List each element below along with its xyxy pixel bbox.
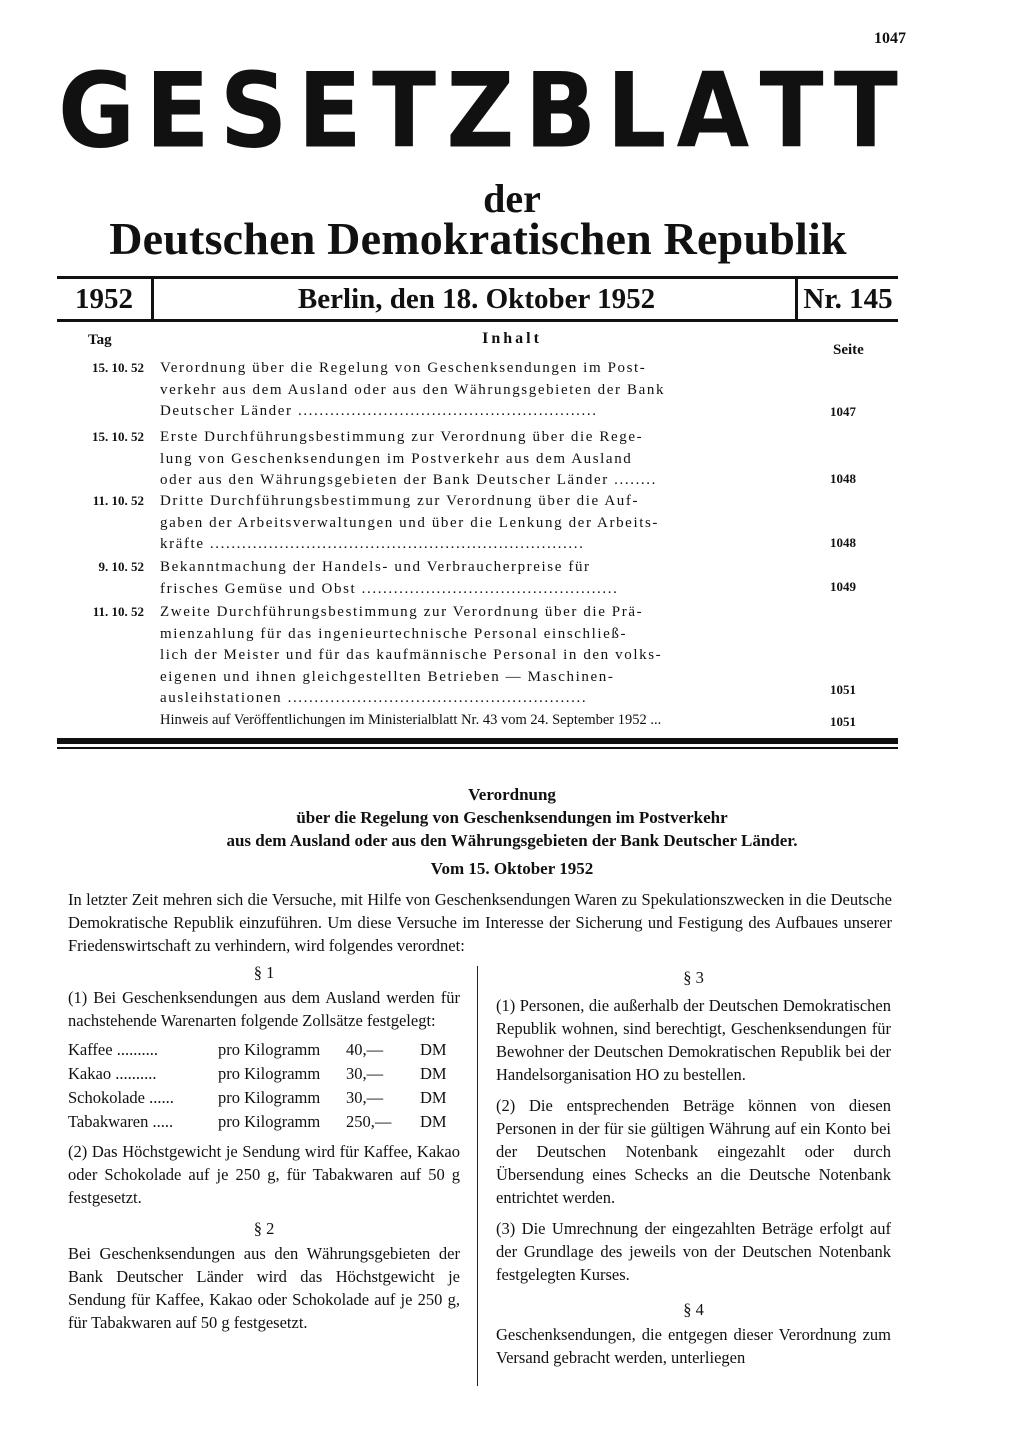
entry-line: verkehr aus dem Ausland oder aus den Währungsgebieten der Bank [160,381,666,398]
issue-number: Nr. 145 [803,283,893,315]
masthead-letter: G [58,52,136,172]
issue-year: 1952 [57,279,154,319]
entry-date: 15. 10. 52 [92,429,144,444]
contents-col-date: Tag [88,332,112,348]
tariff-row [68,1110,460,1134]
entry-line: gaben der Arbeitsverwaltungen und über die Lenkung der Arbeits- [160,514,660,531]
entry-line: frisches Gemüse und Obst ................................................ [160,580,619,597]
entry-line: kräfte ...................................................................... [160,536,585,552]
entry-line: mienzahlung für das ingenieurtechnische Personal einschließ- [160,625,628,642]
entry-title [160,557,792,600]
entry-line: ausleihstationen ........................................................ [160,690,588,706]
entry-line: lung von Geschenksendungen im Postverkehr aus dem Ausland [160,450,633,467]
tariff-item: Tabakwaren ..... [68,1112,174,1131]
entry-line: oder aus den Währungsgebieten der Bank Deutscher Länder ........ [160,472,657,488]
tariff-unit: pro Kilogramm [218,1112,321,1131]
page-number: 1047 [874,30,906,47]
tariff-currency: DM [420,1040,447,1059]
section-1-para-1: (1) Bei Geschenksendungen aus dem Ausland werden für nachstehende Warenarten folgende Zollsätze festgelegt: [68,988,460,1030]
masthead-subtitle: Deutschen Demokratischen Republik [109,213,847,264]
section-3-para-3: (3) Die Umrechnung der eingezahlten Beträge erfolgt auf der Grundlage des jeweils von der Deutschen Notenbank festgelegten Kurses. [496,1219,891,1284]
entry-line: Erste Durchführungsbestimmung zur Verordnung über die Rege- [160,429,644,445]
entry-line: lich der Meister und für das kaufmännische Personal in den volks- [160,647,663,663]
tariff-row [68,1086,460,1110]
tariff-value: 250,— [346,1112,392,1131]
tariff-row [68,1038,460,1062]
tariff-currency: DM [420,1112,447,1131]
masthead-letter: B [524,52,597,172]
entry-date: 11. 10. 52 [92,604,144,619]
section-1-para-2: (2) Das Höchstgewicht je Sendung wird für Kaffee, Kakao oder Schokolade auf je 250 g, für Tabakwaren auf 50 g festgesetzt. [68,1142,460,1207]
entry-line: Zweite Durchführungsbestimmung zur Verordnung über die Prä- [160,604,644,620]
entry-title [160,358,792,423]
tariff-table [68,1038,460,1134]
masthead-title [58,52,898,173]
entry-page: 1051 [830,682,856,697]
entry-date: 11. 10. 52 [92,493,144,508]
masthead-letter: S [219,52,288,172]
contents-title: Inhalt [482,330,542,347]
masthead-letter: T [759,52,824,172]
tariff-currency: DM [420,1088,447,1107]
section-divider [57,738,898,744]
tariff-unit: pro Kilogramm [218,1064,321,1083]
entry-line: Verordnung über die Regelung von Geschenksendungen im Post- [160,360,647,376]
decree-subtitle-line2: aus dem Ausland oder aus den Währungsgebieten der Bank Deutscher Länder. [226,831,798,850]
section-3-para-1: (1) Personen, die außerhalb der Deutschen Demokratischen Republik wohnen, sind berechtigt, Geschenksendungen für Bewohner der Deutschen Demokratischen Republik bei der Handelsorganisation HO zu bestellen. [496,996,891,1084]
masthead-letter: L [606,52,667,172]
issue-place-date: Berlin, den 18. Oktober 1952 [154,279,798,319]
tariff-item: Schokolade ...... [68,1088,174,1107]
section-4-para-1: Geschenksendungen, die entgegen dieser Verordnung zum Versand gebracht werden, unterliegen [496,1325,891,1367]
decree-preamble: In letzter Zeit mehren sich die Versuche, mit Hilfe von Geschenksendungen Waren zu Spekulationszwecken in die Deutsche Demokratische Republik einzuführen. Um diese Versuche im Interesse der Sicherung und Festigung des Aufbaues unserer Friedenswirtschaft zu verhindern, wird folgendes verordnet: [68,890,892,955]
entry-page: 1049 [830,579,856,594]
tariff-currency: DM [420,1064,447,1083]
decree-date: Vom 15. Oktober 1952 [430,859,594,878]
entry-date: 15. 10. 52 [92,360,144,375]
contents-col-page: Seite [833,342,864,358]
section-4-heading: § 4 [683,1300,704,1319]
tariff-value: 40,— [346,1040,384,1059]
entry-date: 9. 10. 52 [98,559,144,574]
entry-page: 1047 [830,404,856,419]
entry-title [160,427,792,492]
masthead-letter: T [833,52,898,172]
tariff-row [68,1062,460,1086]
tariff-unit: pro Kilogramm [218,1040,321,1059]
entry-line: Deutscher Länder ........................................................ [160,403,598,419]
section-1-heading: § 1 [253,963,275,982]
masthead-letter: E [297,52,362,172]
ministerialblatt-note: Hinweis auf Veröffentlichungen im Ministerialblatt Nr. 43 vom 24. September 1952 ... [160,712,662,728]
section-3-heading: § 3 [683,968,704,987]
tariff-value: 30,— [346,1064,384,1083]
tariff-unit: pro Kilogramm [218,1088,321,1107]
entry-page: 1048 [830,535,856,550]
issue-bar [57,276,898,322]
tariff-item: Kaffee .......... [68,1040,158,1059]
entry-line: Dritte Durchführungsbestimmung zur Verordnung über die Auf- [160,493,640,509]
entry-line: eigenen und ihnen gleichgestellten Betrieben — Maschinen- [160,668,615,685]
section-2-para-1: Bei Geschenksendungen aus den Währungsgebieten der Bank Deutscher Länder wird das Höchstgewicht je Sendung für Kaffee, Kakao oder Schokolade auf je 250 g, für Tabakwaren auf 50 g festgesetzt. [68,1244,460,1332]
left-column [68,963,460,1334]
decree-subtitle-line1: über die Regelung von Geschenksendungen im Postverkehr [296,808,728,827]
right-column [496,968,891,1369]
section-2-heading: § 2 [253,1219,275,1238]
entry-line: Bekanntmachung der Handels- und Verbraucherpreise für [160,559,591,575]
entry-title [160,491,792,556]
decree-title: Verordnung [468,785,556,804]
tariff-value: 30,— [346,1088,384,1107]
masthead-der: der [483,176,541,221]
masthead-letter: Z [446,52,515,172]
column-divider [477,966,478,1386]
masthead-letter: E [145,52,210,172]
entry-title [160,602,792,710]
masthead-letter: A [676,52,750,172]
ministerialblatt-note-page: 1051 [830,714,856,729]
section-3-para-2: (2) Die entsprechenden Beträge können von diesen Personen in der für sie gültigen Währung auf ein Konto bei der Deutschen Notenbank eingezahlt oder durch Übersendung eines Schecks an die Deutsche Notenbank entrichtet werden. [496,1096,891,1207]
section-divider-thin [57,747,898,749]
entry-page: 1048 [830,471,856,486]
masthead-letter: T [371,52,437,172]
tariff-item: Kakao .......... [68,1064,157,1083]
